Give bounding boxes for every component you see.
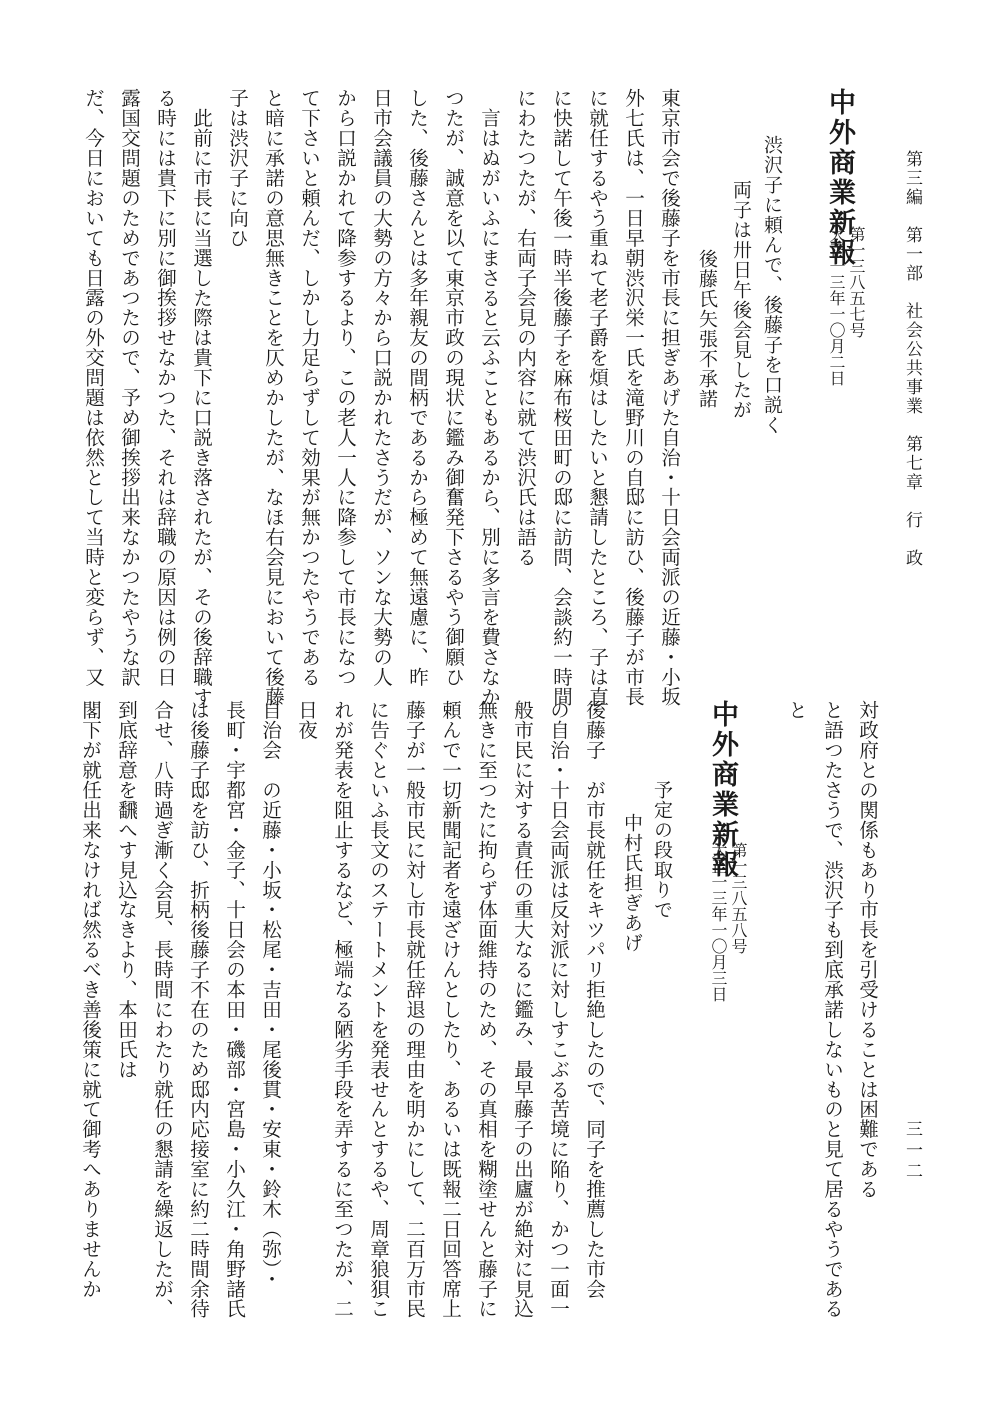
article2-body-line: の自治・十日会両派は反対派に対しすこぶる苦境に陥り、かつ一面一 [546, 700, 570, 1319]
article2-body-line: 合せ、八時過ぎ漸く会見、長時間にわたり就任の懇請を繰返したが、 [150, 700, 174, 1319]
article1-body-line: る時には貴下に別に御挨拶せなかつた、それは辞職の原因は例の日 [153, 88, 177, 687]
article1-body-line: 東京市会で後藤子を市長に担ぎあげた自治・十日会両派の近藤・小坂 [657, 88, 681, 707]
article2-paper-title: 中外商業新報 [707, 700, 738, 880]
article1-body-line: から口説かれて降参するより、この老人一人に降参して市長になつ [333, 88, 357, 687]
article2-headline-1: 予定の段取りで [651, 780, 673, 920]
article1-body-line: 日市会議員の大勢の方々から口説かれたさうだが、ソンな大勢の人 [369, 88, 393, 687]
page-number: 三一二 [902, 1120, 922, 1183]
article2-body-line: 長町・宇都宮・金子、十日会の本田・磯部・宮島・小久江・角野諸氏 [222, 700, 246, 1319]
article2-body-line: 藤子が一般市民に対し市長就任辞退の理由を明かにして、二百万市民 [402, 700, 426, 1319]
article1-body-line: 露国交問題のためであつたので、予め御挨拶出来なかつたやうな訳 [117, 88, 141, 687]
article2-body-line: 日夜 [294, 700, 318, 740]
article1-body-line: に快諾して午後一時半後藤子を麻布桜田町の邸に訪問、会談約一時間 [549, 88, 573, 707]
article2-issue-date: 大正一三年一〇月三日 [709, 842, 728, 1002]
article2-body-line: に告ぐといふ長文のステートメントを発表せんとするや、周章狼狽こ [366, 700, 390, 1319]
article1-body-line: 外七氏は、一日早朝渋沢栄一氏を滝野川の自邸に訪ひ、後藤子が市長 [621, 88, 645, 707]
article1-paper-title: 中外商業新報 [824, 88, 855, 268]
article2-body-line: 到底辞意を飜へす見込なきより、本田氏は [114, 700, 138, 1080]
article1-issue-number: 第一三八五七号 [847, 226, 866, 338]
article1-body-line: にわたつたが、右両子会見の内容に就て渋沢氏は語る [513, 88, 537, 567]
article1-body-line: だ、今日においても日露の外交問題は依然として当時と変らず、又 [81, 88, 105, 687]
article1-continued-line: と語つたさうで、渋沢子も到底承諾しないものと見て居るやうである [820, 700, 844, 1319]
article1-body-line: した、後藤さんとは多年親友の間柄であるから極めて無遠慮に、昨 [405, 88, 429, 687]
article2-body-line: 頼んで一切新聞記者を遠ざけんとしたり、あるいは既報二日回答席上 [438, 700, 462, 1319]
article1-body-line: 此前に市長に当選した際は貴下に口説き落されたが、その後辞職す [189, 108, 213, 707]
article2-issue-number: 第一三八五八号 [729, 842, 748, 954]
article2-body-line: は後藤子邸を訪ひ、折柄後藤子不在のため邸内応接室に約二時間余待 [186, 700, 210, 1319]
article1-headline-1: 渋沢子に頼んで、後藤子を口説く [761, 135, 783, 435]
article2-body-line: れが発表を阻止するなど、極端なる陋劣手段を弄するに至つたが、二 [330, 700, 354, 1319]
running-header: 第三編 第一部 社会公共事業 第七章 行 政 [902, 150, 922, 568]
article1-continued-line: と [784, 700, 808, 720]
article2-body-line: 自治会 の近藤・小坂・松尾・吉田・尾後貫・安東・鈴木（弥）・ [258, 700, 282, 1289]
article1-headline-3: 後藤氏矢張不承諾 [696, 249, 718, 409]
article1-body-line: 子は渋沢子に向ひ [225, 88, 249, 248]
article1-body-line: て下さいと頼んだ、しかし力足らずして効果が無かつたやうである [297, 88, 321, 687]
article2-body-line: 無きに至つたに拘らず体面維持のため、その真相を糊塗せんと藤子に [474, 700, 498, 1319]
article2-body-line: 般市民に対する責任の重大なるに鑑み、最早藤子の出廬が絶対に見込 [510, 700, 534, 1319]
article1-headline-2: 両子は卅日午後会見したが [730, 180, 752, 420]
article2-body-line: 閣下が就任出来なければ然るべき善後策に就て御考へありませんか [78, 700, 102, 1299]
article1-body-line: に就任するやう重ねて老子爵を煩はしたいと懇請したところ、子は直 [585, 88, 609, 707]
article1-body-line: と暗に承諾の意思無きことを仄めかしたが、なほ右会見において後藤 [261, 88, 285, 707]
article1-body-line: 言はぬがいふにまさると云ふこともあるから、別に多言を費さなか [477, 108, 501, 707]
article2-body-line: 後藤子 が市長就任をキツパリ拒絶したので、同子を推薦した市会 [582, 700, 606, 1299]
article1-body-line: つたが、誠意を以て東京市政の現状に鑑み御奮発下さるやう御願ひ [441, 88, 465, 687]
article1-issue-date: 大正一三年一〇月二日 [827, 226, 846, 386]
article2-headline-2: 中村氏担ぎあげ [621, 813, 643, 953]
article1-continued-line: 対政府との関係もあり市長を引受けることは困難である [855, 700, 879, 1199]
